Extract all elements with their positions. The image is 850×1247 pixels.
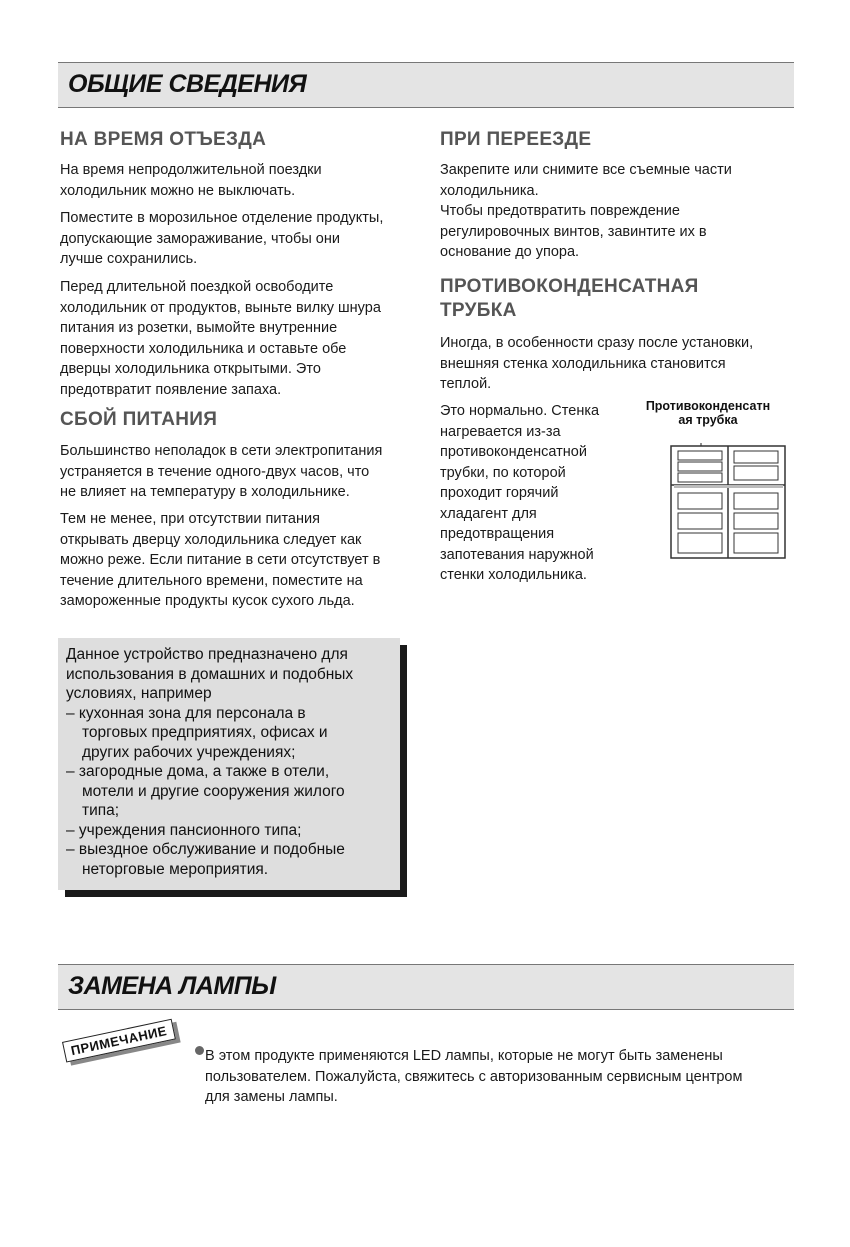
anticondensation-title: ПРОТИВОКОНДЕНСАТНАЯ ТРУБКА (440, 276, 699, 321)
power-failure-title: СБОЙ ПИТАНИЯ (60, 409, 218, 430)
general-info-title: ОБЩИЕ СВЕДЕНИЯ (68, 70, 307, 98)
usage-item: – загородные дома, а также в отели, (66, 763, 330, 780)
lamp-replacement-title: ЗАМЕНА ЛАМПЫ (68, 972, 276, 1000)
away-paragraph-1: На время непродолжительной поездки холодильник можно не выключать. (60, 162, 322, 199)
bullet-icon (195, 1046, 204, 1055)
usage-box-text: Данное устройство предназначено для использования в домашних и подобных условиях, например – кухонная зона для персонала в торговых предприятиях, офисах и других рабочих учреждениях; – загородные дома, а также в отели, мотели и другие сооружения жилого типа; – учреждения пансионного типа; – выездное обслуживание и подобные неторговые мероприятия. (66, 646, 354, 878)
usage-item: – учреждения пансионного типа; (66, 821, 302, 839)
tube-paragraph-1: Иногда, в особенности сразу после установки, внешняя стенка холодильника становится теплой. (440, 335, 754, 392)
general-info-banner (58, 62, 794, 108)
lamp-note-text: В этом продукте применяются LED лампы, которые не могут быть заменены пользователем. Пожалуйста, свяжитесь с авторизованным сервисным центром для замены лампы. (205, 1048, 743, 1105)
note-label: ПРИМЕЧАНИЕ (62, 1019, 176, 1063)
away-paragraph-3: Перед длительной поездкой освободите холодильник от продуктов, выньте вилку шнура питания из розетки, вымойте внутренние поверхности холодильника и оставьте обе дверцы холодильника открытыми. Это предотвратит появление запаха. (60, 279, 381, 398)
usage-box (58, 638, 400, 890)
power-paragraph-1: Большинство неполадок в сети электропитания устраняется в течение одного-двух часов, что не влияет на температуру в холодильнике. (60, 443, 383, 500)
moving-section-title: ПРИ ПЕРЕЕЗДЕ (440, 129, 592, 150)
power-paragraph-2: Тем не менее, при отсутствии питания открывать дверцу холодильника следует как можно реже. Если питание в сети отсутствует в течение длительного времени, поместите на замороженные продукты кусок сухого льда. (60, 511, 381, 609)
usage-item: – кухонная зона для персонала в (66, 704, 306, 722)
away-paragraph-2: Поместите в морозильное отделение продукты, допускающие замораживание, чтобы они лучше сохранились. (60, 210, 384, 267)
lamp-replacement-banner (58, 964, 794, 1010)
moving-paragraph: Закрепите или снимите все съемные части холодильника. Чтобы предотвратить повреждение регулировочных винтов, завинтите их в основание до упора. (440, 162, 732, 260)
away-section-title: НА ВРЕМЯ ОТЪЕЗДА (60, 129, 267, 150)
note-badge (62, 1019, 176, 1063)
fridge-diagram-icon (669, 443, 789, 561)
tube-paragraph-2: Это нормально. Стенка нагревается из-за противоконденсатной трубки, по которой проходит горячий хладагент для предотвращения запотевания наружной стенки холодильника. (440, 403, 600, 583)
diagram-caption: Противоконденсатн ая трубка (645, 399, 771, 427)
usage-item: – выездное обслуживание и подобные (66, 841, 345, 858)
